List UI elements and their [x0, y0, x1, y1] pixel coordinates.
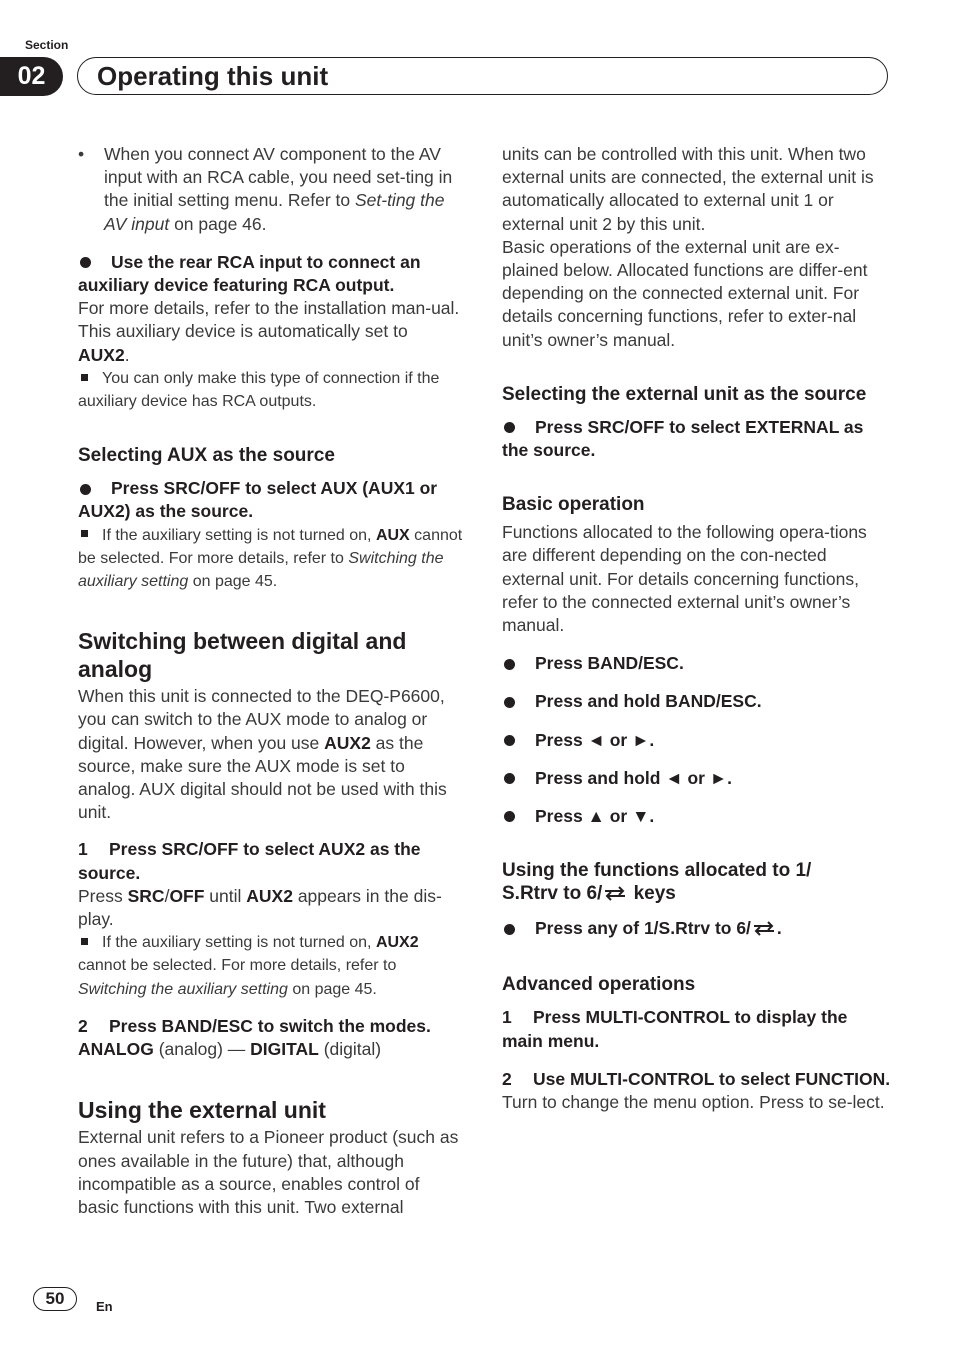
bullet-dot-icon [504, 422, 515, 433]
para-modes: ANALOG (analog) — DIGITAL (digital) [78, 1039, 382, 1060]
para-switching: When this unit is connected to the DEQ-P6600, you can switch to the AUX mode to analog or digital. However, when you use AUX2 as the source, make sure the AUX mode is set to analog. AUX digital should not be used with this unit. [78, 686, 447, 823]
page-title: Operating this unit [97, 61, 329, 91]
step-press-external: Press SRC/OFF to select EXTERNAL as the source. [502, 416, 864, 461]
right-column [502, 143, 892, 1114]
op-hold-band: Press and hold BAND/ESC. [502, 690, 892, 713]
para-basic-ops-intro: Basic operations of the external unit are ex-plained below. Allocated functions are differ-ent depending on the connected external unit. For details concerning functions, refer to exter-nal unit’s owner’s manual. [502, 236, 868, 350]
heading-switching: Switching between digital and analog [78, 628, 407, 683]
step-press-aux: Press SRC/OFF to select AUX (AUX1 or AUX2) as the source. [78, 478, 438, 522]
step-2-switch-modes: 2 Press BAND/ESC to switch the modes. [78, 1015, 431, 1036]
heading-select-aux: Selecting AUX as the source [78, 445, 335, 467]
ref-av-input-link: Set-ting the AV input [104, 190, 445, 234]
page-number: 50 [33, 1287, 77, 1311]
bullet-av-input: • When you connect AV component to the AV input with an RCA cable, you need set-ting in the initial setting menu. Refer to Set-ting the AV input on page 46. [78, 143, 464, 236]
para-installation: For more details, refer to the installation man-ual. [78, 298, 460, 319]
bullet-dot-icon [504, 659, 515, 670]
bullet-dot-icon [504, 735, 515, 746]
para-turn-press: Turn to change the menu option. Press to se-lect. [502, 1092, 885, 1113]
bullet-dot-icon [80, 257, 91, 268]
op-press-band: Press BAND/ESC. [502, 652, 892, 675]
para-basic-operation: Functions allocated to the following opera-tions are different depending on the con-nected external unit. For details concerning functions, refer to the connected external unit’s owner’s manual. [502, 522, 867, 636]
adv-step-2: 2 Use MULTI-CONTROL to select FUNCTION. [502, 1068, 891, 1089]
adv-step-1: 1 Press MULTI-CONTROL to display the main menu. [502, 1007, 848, 1051]
repeat-icon [602, 884, 628, 907]
left-column [78, 143, 464, 1219]
para-external-unit: External unit refers to a Pioneer product (such as ones available in the future) that, although incompatible as a source, enables control of basic functions with this unit. Two external [78, 1127, 459, 1217]
note-rca-outputs: You can only make this type of connection if the auxiliary device has RCA outputs. [78, 369, 440, 411]
para-external-continued: units can be controlled with this unit. When two external units are connected, the external unit is automatically allocated to external unit 1 or external unit 2 by this unit. [502, 144, 874, 234]
bullet-dot-icon [504, 924, 515, 935]
note-square-icon [81, 374, 88, 381]
bullet-dot-icon [80, 484, 91, 495]
bullet-dot-icon [504, 697, 515, 708]
heading-functions-keys: Using the functions allocated to 1/ S.Rtrv to 6/ keys [502, 859, 892, 907]
para-press-src: Press SRC/OFF until AUX2 appears in the dis-play. [78, 885, 442, 930]
heading-external-unit: Using the external unit [78, 1097, 326, 1124]
step-press-any-key: Press any of 1/S.Rtrv to 6/ . [502, 917, 892, 942]
op-hold-left-right: Press and hold ◄ or ►. [502, 767, 892, 790]
note-aux-setting: If the auxiliary setting is not turned on, AUX cannot be selected. For more details, refer to Switching the auxiliary setting on page 45. [78, 526, 463, 591]
section-number-badge: 02 [0, 57, 63, 96]
op-press-up-down: Press ▲ or ▼. [502, 805, 892, 828]
op-press-left-right: Press ◄ or ►. [502, 729, 892, 752]
para-auto-set: This auxiliary device is automatically set to AUX2. [78, 321, 408, 365]
language-code: En [96, 1299, 113, 1314]
note-square-icon [81, 938, 88, 945]
heading-select-external: Selecting the external unit as the source [502, 383, 867, 405]
bullet-dot-icon [504, 811, 515, 822]
repeat-icon [751, 919, 777, 942]
bullet-dot-icon [504, 773, 515, 784]
step-rear-rca: Use the rear RCA input to connect an auxiliary device featuring RCA output. [78, 251, 421, 296]
note-aux2-setting: If the auxiliary setting is not turned on, AUX2 cannot be selected. For more details, refer to Switching the auxiliary setting on page 45. [78, 934, 419, 998]
heading-basic-operation: Basic operation [502, 494, 645, 516]
section-label: Section [25, 38, 69, 52]
note-square-icon [81, 530, 88, 537]
step-1-select-aux2: 1 Press SRC/OFF to select AUX2 as the source. [78, 839, 421, 883]
heading-advanced-operations: Advanced operations [502, 974, 696, 996]
